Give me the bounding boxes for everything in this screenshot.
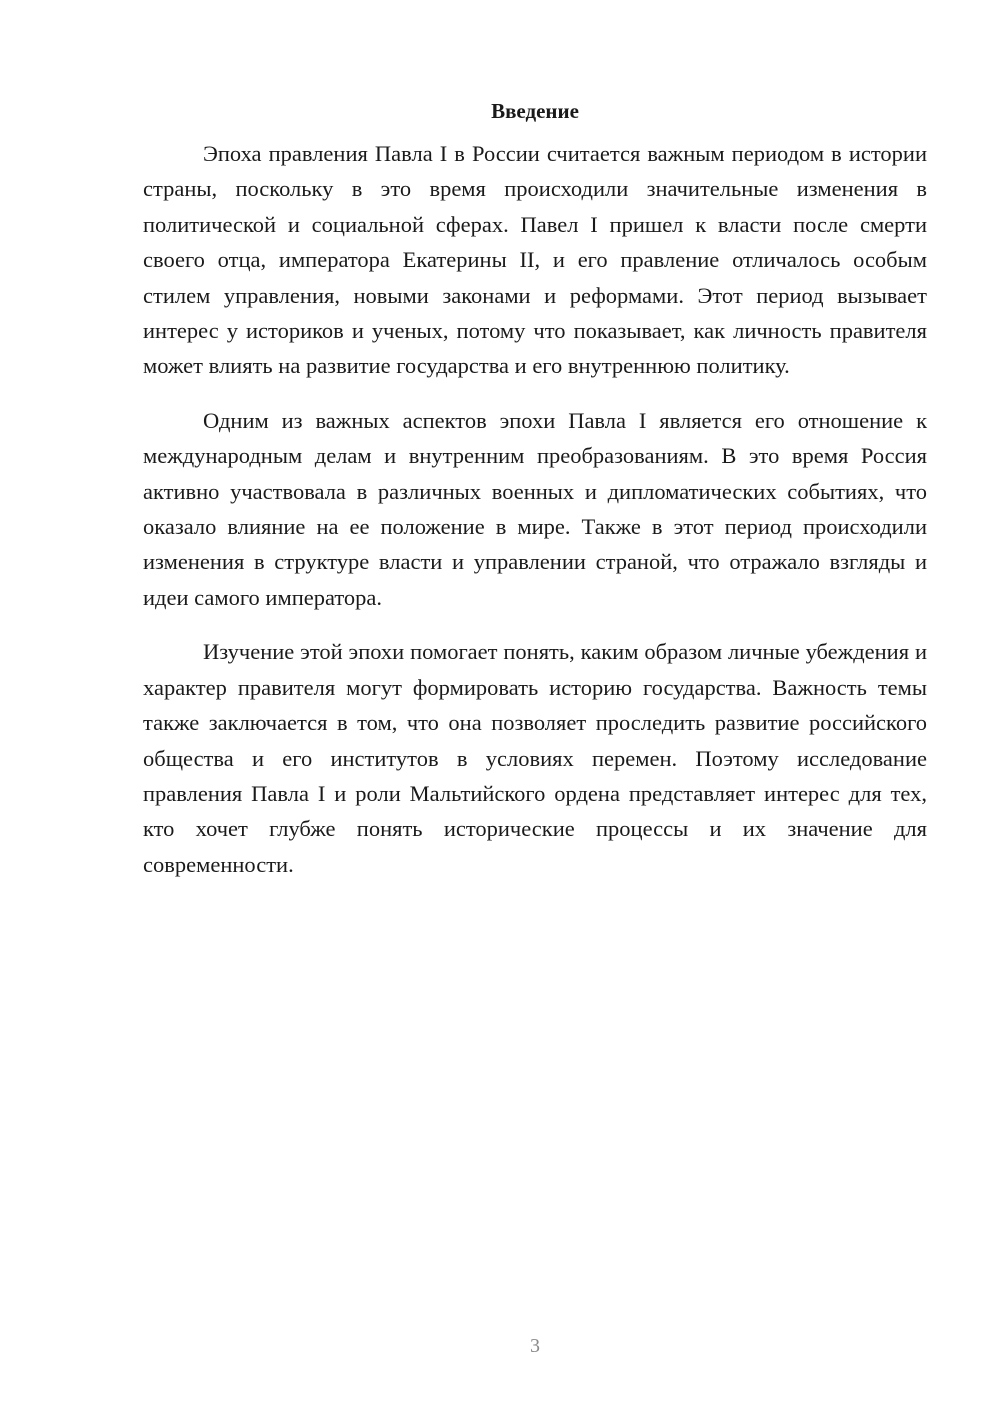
paragraph-1: Эпоха правления Павла I в России считается важным периодом в истории страны, поскольку в это время происходили значительные изменения в политической и социальной сферах. Павел I пришел к власти после смерти своего отца, императора Екатерины II, и его правление отличалось особым стилем управления, новыми законами и реформами. Этот период вызывает интерес у историков и ученых, потому что показывает, как личность правителя может влиять на развитие государства и его внутреннюю политику. [143,141,927,379]
page-content [143,96,927,882]
paragraph-3: Изучение этой эпохи помогает понять, каким образом личные убеждения и характер правителя могут формировать историю государства. Важность темы также заключается в том, что она позволяет проследить развитие российского общества и его институтов в условиях перемен. Поэтому исследование правления Павла I и роли Мальтийского ордена представляет интерес для тех, кто хочет глубже понять исторические процессы и их значение для современности. [143,639,927,877]
section-heading: Введение [491,99,579,123]
paragraph-2: Одним из важных аспектов эпохи Павла I является его отношение к международным делам и внутренним преобразованиям. В это время Россия активно участвовала в различных военных и дипломатических событиях, что оказало влияние на ее положение в мире. Также в этот период происходили изменения в структуре власти и управлении страной, что отражало взгляды и идеи самого императора. [143,407,927,610]
page-number: 3 [530,1335,540,1357]
